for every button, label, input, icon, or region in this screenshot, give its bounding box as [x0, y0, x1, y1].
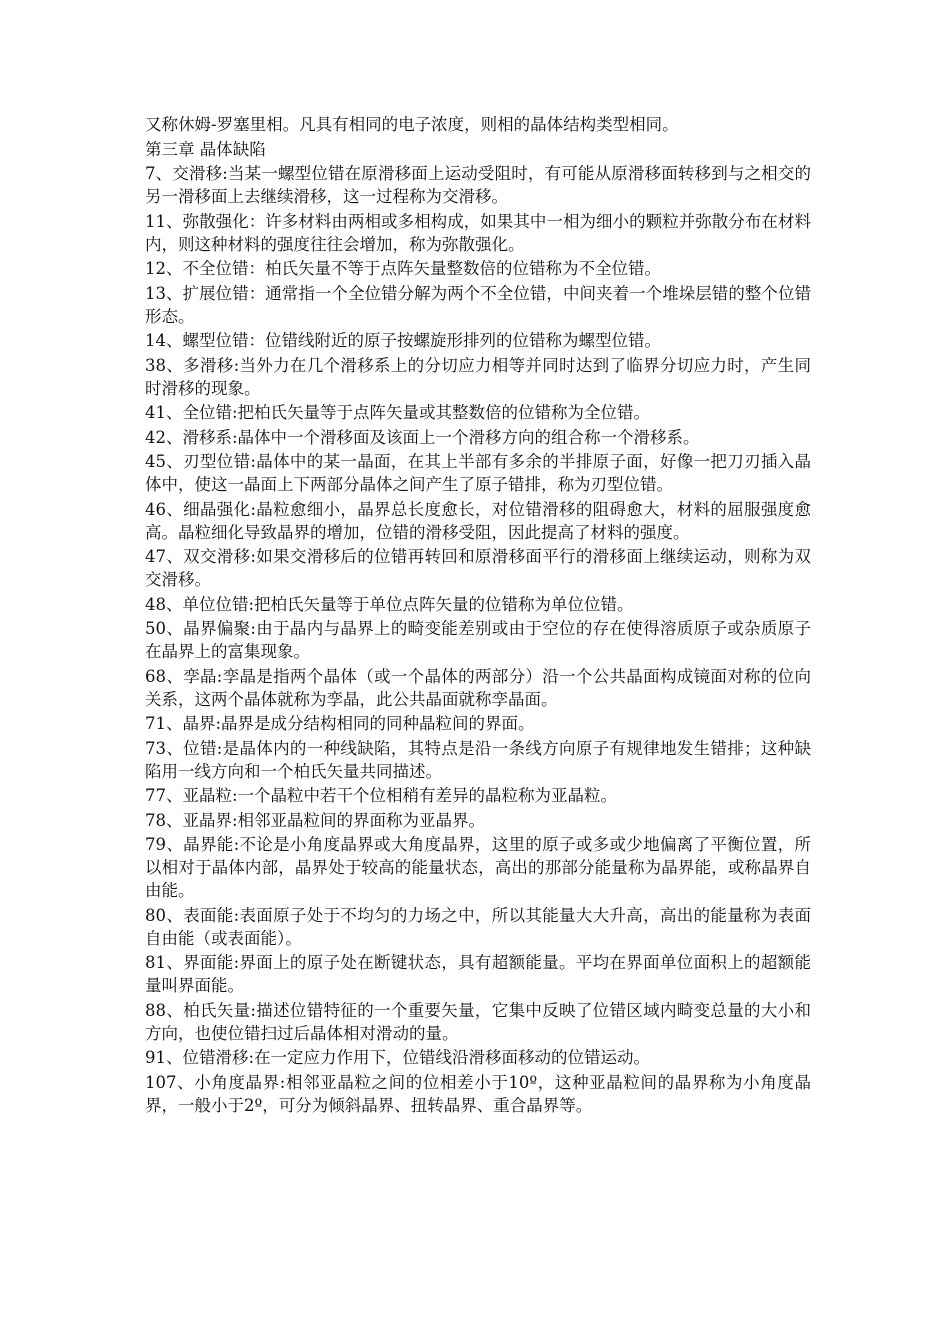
term-definition: 47、双交滑移:如果交滑移后的位错再转回和原滑移面平行的滑移面上继续运动，则称为双交滑移。	[145, 547, 811, 589]
term-definition: 68、孪晶:孪晶是指两个晶体（或一个晶体的两部分）沿一个公共晶面构成镜面对称的位向关系，这两个晶体就称为孪晶，此公共晶面就称孪晶面。	[145, 666, 811, 709]
term-definition: 45、刃型位错:晶体中的某一晶面，在其上半部有多余的半排原子面，好像一把刀刃插入晶体中，使这一晶面上下两部分晶体之间产生了原子错排，称为刃型位错。	[145, 452, 811, 494]
term-definition: 13、扩展位错：通常指一个全位错分解为两个不全位错，中间夹着一个堆垛层错的整个位错形态。	[145, 283, 811, 326]
term-definition: 88、柏氏矢量:描述位错特征的一个重要矢量，它集中反映了位错区域内畸变总量的大小和方向，也使位错扫过后晶体相对滑动的量。	[145, 1000, 811, 1043]
term-definition: 77、亚晶粒:一个晶粒中若干个位相稍有差异的晶粒称为亚晶粒。	[145, 786, 618, 805]
term-definition: 14、螺型位错：位错线附近的原子按螺旋形排列的位错称为螺型位错。	[145, 331, 661, 350]
term-definition: 107、小角度晶界:相邻亚晶粒之间的位相差小于10º，这种亚晶粒间的晶界称为小角度晶界，一般小于2º，可分为倾斜晶界、扭转晶界、重合晶界等。	[145, 1072, 811, 1115]
term-definition: 71、晶界:晶界是成分结构相同的同种晶粒间的界面。	[145, 714, 535, 733]
term-definition: 42、滑移系:晶体中一个滑移面及该面上一个滑移方向的组合称一个滑移系。	[145, 427, 700, 447]
term-definition: 79、晶界能:不论是小角度晶界或大角度晶界，这里的原子或多或少地偏离了平衡位置，所以相对于晶体内部，晶界处于较高的能量状态，高出的那部分能量称为晶界能，或称晶界自由能。	[145, 835, 811, 900]
term-definition: 50、晶界偏聚:由于晶内与晶界上的畸变能差别或由于空位的存在使得溶质原子或杂质原子在晶界上的富集现象。	[145, 619, 811, 661]
term-definition: 12、不全位错：柏氏矢量不等于点阵矢量整数倍的位错称为不全位错。	[145, 259, 661, 278]
term-definition: 91、位错滑移:在一定应力作用下，位错线沿滑移面移动的位错运动。	[145, 1048, 651, 1067]
term-definition: 81、界面能:界面上的原子处在断键状态，具有超额能量。平均在界面单位面积上的超额能量叫界面能。	[145, 953, 811, 995]
term-definition: 7、交滑移:当某一螺型位错在原滑移面上运动受阻时，有可能从原滑移面转移到与之相交的另一滑移面上去继续滑移，这一过程称为交滑移。	[145, 164, 811, 206]
term-definition: 48、单位位错:把柏氏矢量等于单位点阵矢量的位错称为单位位错。	[145, 594, 634, 614]
chapter-heading: 第三章 晶体缺陷	[145, 139, 266, 159]
term-definition: 11、弥散强化：许多材料由两相或多相构成，如果其中一相为细小的颗粒并弥散分布在材料内，则这种材料的强度往往会增加，称为弥散强化。	[145, 211, 811, 254]
term-definition: 41、全位错:把柏氏矢量等于点阵矢量或其整数倍的位错称为全位错。	[145, 403, 651, 422]
term-definition: 73、位错:是晶体内的一种线缺陷，其特点是沿一条线方向原子有规律地发生错排；这种缺陷用一线方向和一个柏氏矢量共同描述。	[145, 738, 811, 781]
term-definition: 80、表面能:表面原子处于不均匀的力场之中，所以其能量大大升高，高出的能量称为表面自由能（或表面能）。	[145, 905, 811, 948]
term-definition: 46、细晶强化:晶粒愈细小，晶界总长度愈长，对位错滑移的阻碍愈大，材料的屈服强度愈高。晶粒细化导致晶界的增加，位错的滑移受阻，因此提高了材料的强度。	[145, 499, 811, 542]
paragraph-continuation: 又称休姆-罗塞里相。凡具有相同的电子浓度，则相的晶体结构类型相同。	[145, 115, 679, 134]
document-body	[145, 113, 811, 1117]
term-definition: 78、亚晶界:相邻亚晶粒间的界面称为亚晶界。	[145, 810, 486, 830]
term-definition: 38、多滑移:当外力在几个滑移系上的分切应力相等并同时达到了临界分切应力时，产生同时滑移的现象。	[145, 355, 811, 398]
